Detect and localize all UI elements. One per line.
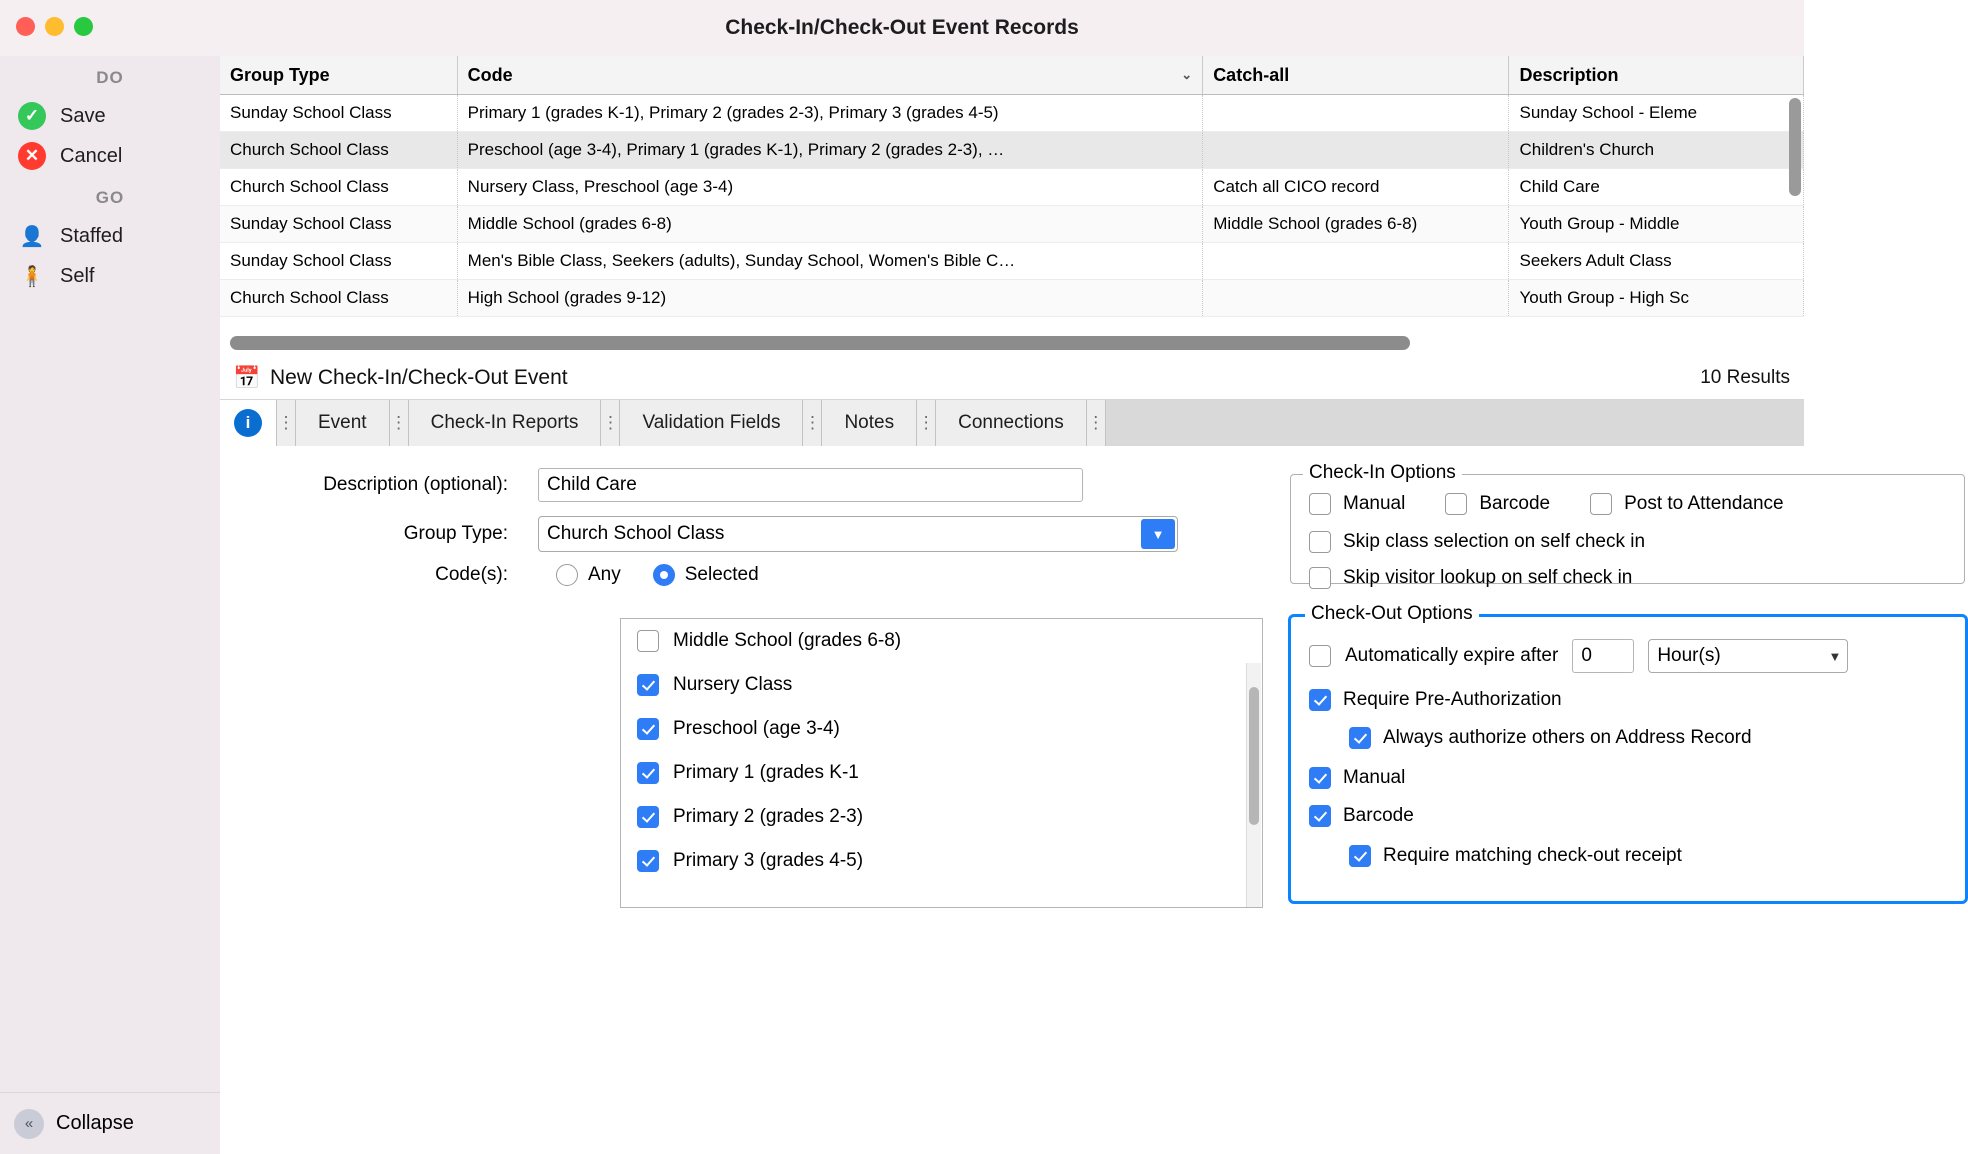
always-authorize-others-label: Always authorize others on Address Record bbox=[1383, 727, 1752, 748]
cell-catch-all: Middle School (grades 6-8) bbox=[1203, 206, 1509, 242]
radio-any[interactable] bbox=[556, 564, 578, 586]
title-bar bbox=[0, 0, 1804, 57]
grid-header-row bbox=[220, 56, 1804, 95]
sidebar-item-label-save: Save bbox=[60, 104, 106, 127]
check-in-post-attendance-option[interactable] bbox=[1590, 493, 1784, 515]
check-in-skip-class-option[interactable] bbox=[1309, 531, 1645, 553]
column-header-catch-all[interactable]: Catch-all bbox=[1203, 56, 1509, 94]
check-out-barcode-label: Barcode bbox=[1343, 805, 1414, 826]
cell-code: Preschool (age 3-4), Primary 1 (grades K-1), Primary 2 (grades 2-3), … bbox=[458, 132, 1204, 168]
table-row[interactable] bbox=[220, 280, 1804, 317]
content-area bbox=[220, 56, 1842, 1154]
cell-code: Men's Bible Class, Seekers (adults), Sunday School, Women's Bible C… bbox=[458, 243, 1204, 279]
cell-code: Nursery Class, Preschool (age 3-4) bbox=[458, 169, 1204, 205]
window-title: Check-In/Check-Out Event Records bbox=[725, 16, 1079, 39]
cell-catch-all bbox=[1203, 280, 1509, 316]
auto-expire-row[interactable] bbox=[1309, 639, 1848, 673]
check-in-options-panel bbox=[1290, 462, 1965, 588]
check-in-post-attendance-label: Post to Attendance bbox=[1624, 493, 1784, 514]
cell-description: Children's Church bbox=[1509, 132, 1804, 168]
grid-horizontal-scrollbar[interactable] bbox=[230, 336, 1790, 350]
sidebar-item-label-staffed: Staffed bbox=[60, 224, 124, 247]
auto-expire-label: Automatically expire after bbox=[1345, 645, 1559, 666]
group-type-value: Church School Class bbox=[547, 523, 725, 544]
cell-group-type: Church School Class bbox=[220, 280, 458, 316]
checkbox-code[interactable] bbox=[637, 850, 659, 872]
grid-vertical-scrollbar[interactable] bbox=[1789, 98, 1801, 298]
cell-catch-all bbox=[1203, 243, 1509, 279]
sidebar-group-do: DO bbox=[96, 68, 124, 87]
list-item-label: Primary 1 (grades K-1 bbox=[673, 762, 859, 783]
check-in-skip-visitor-label: Skip visitor lookup on self check in bbox=[1343, 567, 1633, 588]
check-out-options-panel bbox=[1288, 603, 1968, 904]
sidebar-item-self[interactable] bbox=[0, 256, 220, 296]
cell-description: Sunday School - Eleme bbox=[1509, 95, 1804, 131]
tab-menu-icon[interactable]: ⋮ bbox=[803, 400, 822, 446]
auto-expire-unit-select[interactable] bbox=[1648, 639, 1848, 673]
column-header-description[interactable]: Description bbox=[1509, 56, 1804, 94]
code-list-scrollbar[interactable] bbox=[1246, 663, 1261, 907]
list-item[interactable] bbox=[621, 619, 1262, 663]
tab-menu-icon[interactable]: ⋮ bbox=[917, 400, 936, 446]
list-item[interactable] bbox=[621, 839, 1262, 883]
collapse-label: Collapse bbox=[56, 1112, 134, 1134]
checkbox-require-matching-receipt[interactable] bbox=[1349, 845, 1371, 867]
list-item[interactable] bbox=[621, 795, 1262, 839]
checkbox-code[interactable] bbox=[637, 674, 659, 696]
sidebar-item-save[interactable] bbox=[0, 96, 220, 136]
tab-menu-icon[interactable]: ⋮ bbox=[601, 400, 620, 446]
table-row[interactable] bbox=[220, 206, 1804, 243]
check-out-manual-option[interactable] bbox=[1309, 767, 1405, 789]
list-item[interactable] bbox=[621, 663, 1262, 707]
cell-catch-all bbox=[1203, 132, 1509, 168]
cell-group-type: Church School Class bbox=[220, 169, 458, 205]
record-title: New Check-In/Check-Out Event bbox=[270, 365, 568, 389]
checkbox-post-to-attendance[interactable] bbox=[1590, 493, 1612, 515]
scrollbar-thumb[interactable] bbox=[1789, 98, 1801, 196]
checkbox-skip-visitor-lookup[interactable] bbox=[1309, 567, 1331, 589]
codes-field-row bbox=[250, 564, 1270, 586]
self-icon: 🧍 bbox=[19, 265, 45, 288]
code-list[interactable] bbox=[620, 618, 1263, 908]
list-item-label: Primary 2 (grades 2-3) bbox=[673, 806, 864, 827]
check-out-manual-label: Manual bbox=[1343, 767, 1406, 788]
sidebar-item-label-cancel: Cancel bbox=[60, 144, 123, 167]
checkbox-code[interactable] bbox=[637, 762, 659, 784]
tab-info[interactable] bbox=[220, 400, 277, 446]
table-row[interactable] bbox=[220, 243, 1804, 280]
cell-code: High School (grades 9-12) bbox=[458, 280, 1204, 316]
tab-check-in-reports[interactable]: Check-In Reports bbox=[409, 400, 602, 446]
tab-connections[interactable]: Connections bbox=[936, 400, 1087, 446]
sidebar-item-label-self: Self bbox=[60, 264, 95, 287]
check-out-options-title: Check-Out Options bbox=[1305, 603, 1479, 625]
table-row[interactable] bbox=[220, 95, 1804, 132]
cell-description: Child Care bbox=[1509, 169, 1804, 205]
checkbox-skip-class-selection[interactable] bbox=[1309, 531, 1331, 553]
auto-expire-value-input[interactable] bbox=[1572, 639, 1634, 673]
chevron-down-icon[interactable]: ▼ bbox=[1141, 519, 1175, 549]
cell-group-type: Sunday School Class bbox=[220, 206, 458, 242]
checkbox-always-authorize-others[interactable] bbox=[1349, 727, 1371, 749]
description-label: Description (optional): bbox=[323, 474, 508, 495]
cell-description: Youth Group - High Sc bbox=[1509, 280, 1804, 316]
event-form bbox=[220, 446, 1842, 1154]
checkbox-require-pre-authorization[interactable] bbox=[1309, 689, 1331, 711]
cell-description: Youth Group - Middle bbox=[1509, 206, 1804, 242]
require-matching-receipt-label: Require matching check-out receipt bbox=[1383, 845, 1682, 866]
check-in-manual-label: Manual bbox=[1343, 493, 1406, 514]
column-header-code[interactable] bbox=[458, 56, 1204, 94]
table-row[interactable] bbox=[220, 169, 1804, 206]
checkbox-check-out-barcode[interactable] bbox=[1309, 805, 1331, 827]
codes-any-label: Any bbox=[588, 564, 621, 585]
checkbox-code[interactable] bbox=[637, 630, 659, 652]
checkbox-check-out-manual[interactable] bbox=[1309, 767, 1331, 789]
codes-label: Code(s): bbox=[435, 564, 508, 585]
group-type-label: Group Type: bbox=[403, 523, 508, 544]
staffed-icon: 👤 bbox=[19, 225, 45, 248]
chevron-down-icon: ⌄ bbox=[1181, 67, 1193, 82]
description-input[interactable] bbox=[538, 468, 1083, 502]
chevron-down-icon[interactable]: ▼ bbox=[1828, 648, 1842, 664]
calendar-icon: 📅 bbox=[233, 364, 261, 390]
list-item-label: Primary 3 (grades 4-5) bbox=[673, 850, 864, 871]
check-in-skip-visitor-option[interactable] bbox=[1309, 567, 1632, 589]
checkbox-manual[interactable] bbox=[1309, 493, 1331, 515]
list-item[interactable] bbox=[621, 751, 1262, 795]
tab-bar bbox=[220, 400, 1804, 447]
require-pre-auth-label: Require Pre-Authorization bbox=[1343, 689, 1562, 710]
table-row[interactable] bbox=[220, 132, 1804, 169]
description-field-row bbox=[250, 468, 1270, 502]
tab-notes[interactable]: Notes bbox=[822, 400, 917, 446]
checkbox-code[interactable] bbox=[637, 718, 659, 740]
list-item[interactable] bbox=[621, 707, 1262, 751]
sidebar-item-cancel[interactable] bbox=[0, 136, 220, 176]
tab-event[interactable]: Event bbox=[296, 400, 390, 446]
list-item-label: Nursery Class bbox=[673, 674, 793, 695]
checkbox-code[interactable] bbox=[637, 806, 659, 828]
cell-group-type: Church School Class bbox=[220, 132, 458, 168]
cell-catch-all bbox=[1203, 95, 1509, 131]
tab-menu-icon[interactable]: ⋮ bbox=[1087, 400, 1106, 446]
x-circle-icon: ✕ bbox=[18, 142, 46, 170]
sidebar-item-staffed[interactable] bbox=[0, 216, 220, 256]
sidebar-group-go: GO bbox=[95, 188, 125, 207]
record-subheader bbox=[220, 356, 1804, 400]
scrollbar-thumb[interactable] bbox=[1249, 687, 1259, 825]
cell-code: Middle School (grades 6-8) bbox=[458, 206, 1204, 242]
info-icon: i bbox=[234, 409, 262, 437]
list-item-label: Preschool (age 3-4) bbox=[673, 718, 840, 739]
group-type-field-row bbox=[250, 516, 1270, 552]
codes-any-radio[interactable] bbox=[556, 564, 621, 586]
scrollbar-thumb[interactable] bbox=[230, 336, 1410, 350]
check-in-options-title: Check-In Options bbox=[1303, 462, 1462, 484]
sidebar bbox=[0, 56, 221, 1154]
codes-selected-label: Selected bbox=[684, 564, 759, 585]
cell-group-type: Sunday School Class bbox=[220, 243, 458, 279]
checkbox-barcode[interactable] bbox=[1445, 493, 1467, 515]
records-grid[interactable] bbox=[220, 56, 1804, 357]
tab-menu-icon[interactable]: ⋮ bbox=[390, 400, 409, 446]
always-authorize-others-option[interactable] bbox=[1349, 727, 1752, 749]
chevron-left-icon: « bbox=[14, 1109, 44, 1139]
check-in-manual-option[interactable] bbox=[1309, 493, 1405, 515]
group-type-select[interactable] bbox=[538, 516, 1178, 552]
require-matching-receipt-option[interactable] bbox=[1349, 845, 1682, 867]
tab-validation-fields[interactable]: Validation Fields bbox=[620, 400, 803, 446]
column-header-code-label: Code bbox=[467, 64, 513, 85]
column-header-group-type[interactable]: Group Type bbox=[220, 56, 458, 94]
check-in-skip-class-label: Skip class selection on self check in bbox=[1343, 531, 1646, 552]
cell-code: Primary 1 (grades K-1), Primary 2 (grades 2-3), Primary 3 (grades 4-5) bbox=[458, 95, 1204, 131]
collapse-button[interactable] bbox=[0, 1092, 220, 1154]
radio-selected[interactable] bbox=[653, 564, 675, 586]
list-item-label: Middle School (grades 6-8) bbox=[673, 630, 902, 651]
cell-catch-all: Catch all CICO record bbox=[1203, 169, 1509, 205]
results-count: 10 Results bbox=[1700, 366, 1790, 388]
codes-selected-radio[interactable] bbox=[653, 564, 759, 586]
check-in-barcode-option[interactable] bbox=[1445, 493, 1550, 515]
check-out-barcode-option[interactable] bbox=[1309, 805, 1414, 827]
tab-menu-icon[interactable]: ⋮ bbox=[277, 400, 296, 446]
cell-description: Seekers Adult Class bbox=[1509, 243, 1804, 279]
auto-expire-unit-value: Hour(s) bbox=[1657, 645, 1721, 666]
check-in-barcode-label: Barcode bbox=[1479, 493, 1551, 514]
check-circle-icon: ✓ bbox=[18, 102, 46, 130]
require-pre-auth-option[interactable] bbox=[1309, 689, 1562, 711]
cell-group-type: Sunday School Class bbox=[220, 95, 458, 131]
checkbox-auto-expire[interactable] bbox=[1309, 645, 1331, 667]
